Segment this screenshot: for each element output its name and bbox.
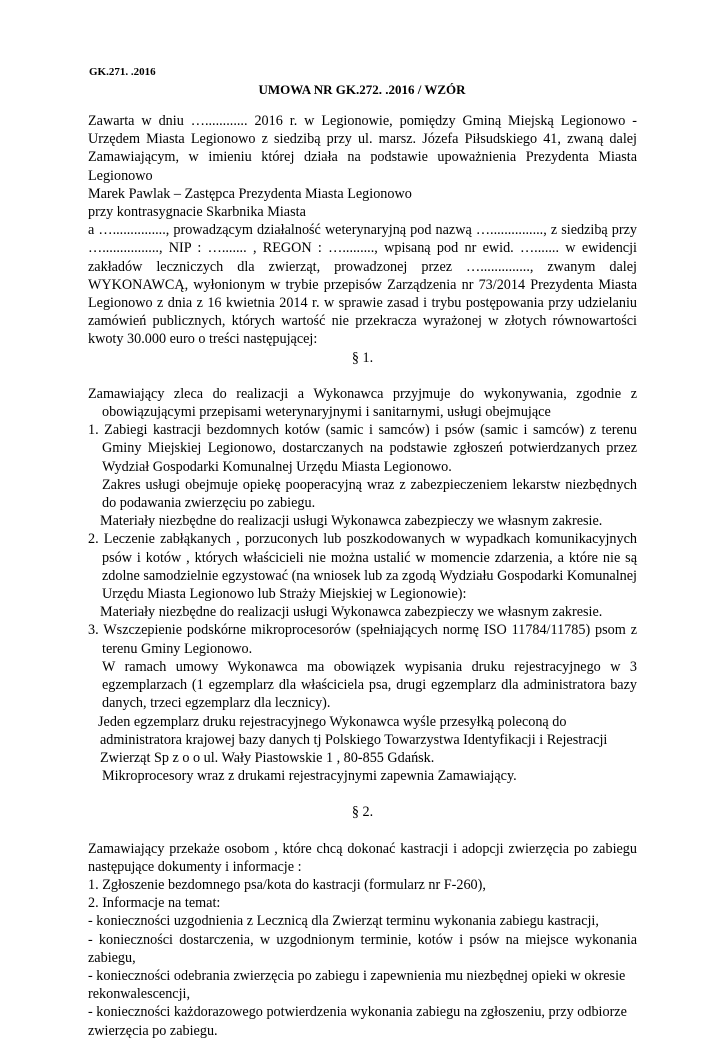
section-2-item-1: 1. Zgłoszenie bezdomnego psa/kota do kastracji (formularz nr F-260), xyxy=(88,876,486,893)
section-1-item-3: 3. Wszczepienie podskórne mikroprocesorów (spełniających normę ISO 11784/11785) psom z terenu Gminy Legionowo. xyxy=(88,622,637,657)
document-body xyxy=(88,112,637,1040)
section-2-bullet-3: - konieczności odebrania zwierzęcia po zabiegu i zapewnienia mu niezbędnej opieki w okresie rekonwalescencji, xyxy=(88,967,626,1003)
section-1-item-1-materials: Materiały niezbędne do realizacji usługi Wykonawca zabezpieczy we własnym zakresie. xyxy=(100,513,603,530)
document-reference: GK.271. .2016 xyxy=(89,66,156,78)
section-1-heading: § 1. xyxy=(351,349,374,366)
section-2-bullet-2: - konieczności dostarczenia, w uzgodnionym terminie, kotów i psów na miejsce wykonania zabiegu, xyxy=(88,931,637,966)
section-1-item-1: 1. Zabiegi kastracji bezdomnych kotów (samic i samców) i psów (samic i samców) z terenu Gminy Miejskiej Legionowo, dostarczanych na podstawie zgłoszeń potwierdzanych przez Wydział Gospodarki Komunalnej Urzędu Miasta Legionowo. xyxy=(88,422,637,475)
section-2-intro: Zamawiający przekaże osobom , które chcą dokonać kastracji i adopcji zwierzęcia po zabiegu następujące dokumenty i informacje : xyxy=(88,840,637,875)
representative-line: Marek Pawlak – Zastępca Prezydenta Miasta Legionowo xyxy=(88,185,412,202)
section-2-bullet-4: - konieczności każdorazowego potwierdzenia wykonania zabiegu na zgłoszeniu, przy odbiorze zwierzęcia po zabiegu. xyxy=(88,1004,627,1039)
contractor-paragraph: a …..............., prowadzącym działalność weterynaryjną pod nazwą …..............., z siedzibą przy …................, NIP : …....... , REGON : …........., wpisaną pod nr ewid. …....... w ewidencji zakładów leczniczych dla zwierząt, prowadzonej przez ….............., zwanym dalej WYKONAWCĄ, wyłonionym w trybie przepisów Zarządzenia nr 73/2014 Prezydenta Miasta Legionowo z dnia z 16 kwietnia 2014 r. w sprawie zasad i trybu postępowania przy udzielaniu zamówień publicznych, których wartość nie przekracza wyrażonej w złotych równowartości kwoty 30.000 euro o treści następującej: xyxy=(88,222,637,348)
section-1-item-1-scope: Zakres usługi obejmuje opiekę pooperacyjną wraz z zabezpieczeniem lekarstw niezbędnych do podawania zwierzęciu po zabiegu. xyxy=(102,476,637,512)
section-1-item-3-forms: W ramach umowy Wykonawca ma obowiązek wypisania druku rejestracyjnego w 3 egzemplarzach (1 egzemplarz dla właściciela psa, drugi egzemplarz dla administratora bazy danych, trzeci egzemplarz dla lecznicy). xyxy=(102,658,637,712)
intro-paragraph: Zawarta w dniu …............ 2016 r. w Legionowie, pomiędzy Gminą Miejską Legionowo - Urzędem Miasta Legionowo z siedzibą przy ul. marsz. Józefa Piłsudskiego 41, zwaną dalej Zamawiającym, w imieniu której działa na podstawie upoważnienia Prezydenta Miasta Legionowo xyxy=(88,113,637,184)
document-title: UMOWA NR GK.272. .2016 / WZÓR xyxy=(258,82,466,97)
section-2-heading: § 2. xyxy=(351,804,374,821)
section-2-bullet-1: - konieczności uzgodnienia z Lecznicą dla Zwierząt terminu wykonania zabiegu kastracji, xyxy=(88,913,599,930)
section-1-item-2: 2. Leczenie zabłąkanych , porzuconych lub poszkodowanych w wypadkach komunikacyjnych psów i kotów , których właścicieli nie można ustalić w momencie zdarzenia, a które nie są zdolne samodzielnie egzystować (na wniosek lub za zgodą Wydziału Gospodarki Komunalnej Urzędu Miasta Legionowo lub Straży Miejskiej w Legionowie): xyxy=(88,531,637,603)
section-1-item-3-mailing: Jeden egzemplarz druku rejestracyjnego Wykonawca wyśle przesyłką poleconą do administratora krajowej bazy danych tj Polskiego Towarzystwa Identyfikacji i Rejestracji Zwierząt Sp z o o ul. Wały Piastowskie 1 , 80-855 Gdańsk. xyxy=(98,713,608,766)
section-1-intro: Zamawiający zleca do realizacji a Wykonawca przyjmuje do wykonywania, zgodnie z obowiązującymi przepisami weterynaryjnymi i sanitarnymi, usługi obejmujące xyxy=(88,385,637,421)
section-1-item-3-supply: Mikroprocesory wraz z drukami rejestracyjnymi zapewnia Zamawiający. xyxy=(102,768,517,785)
countersignature-line: przy kontrasygnacie Skarbnika Miasta xyxy=(88,204,306,221)
section-1-item-2-materials: Materiały niezbędne do realizacji usługi Wykonawca zabezpieczy we własnym zakresie. xyxy=(100,604,603,621)
section-2-item-2: 2. Informacje na temat: xyxy=(88,895,221,912)
